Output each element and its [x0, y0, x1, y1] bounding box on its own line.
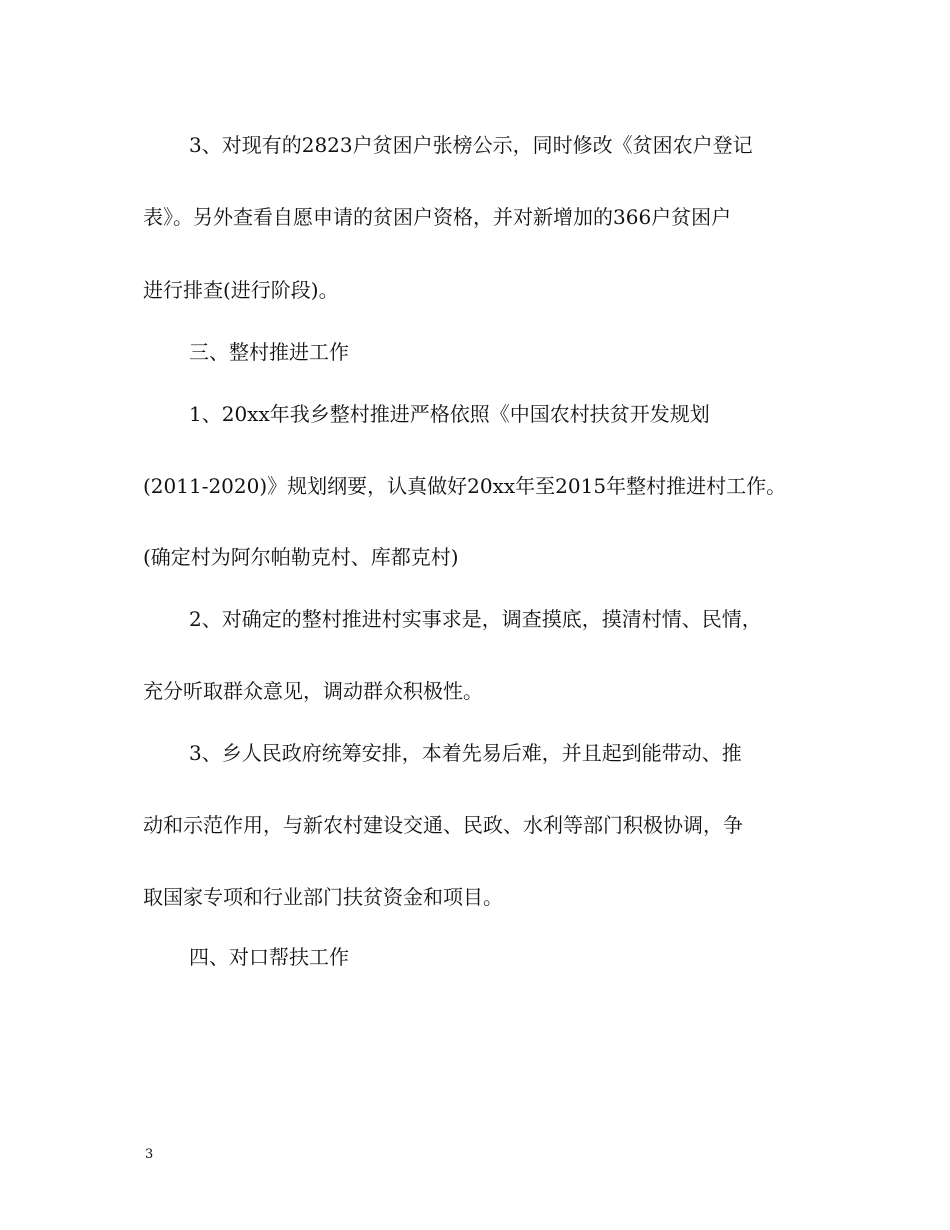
section-heading: 三、整村推进工作: [189, 340, 349, 364]
paragraph-line: 1、20xx年我乡整村推进严格依照《中国农村扶贫开发规划: [189, 402, 710, 426]
paragraph-line: 2、对确定的整村推进村实事求是，调查摸底，摸清村情、民情，: [189, 607, 762, 631]
paragraph-line: 表》。另外查看自愿申请的贫困户资格，并对新增加的366户贫困户: [143, 205, 732, 229]
paragraph-line: (2011-2020)》规划纲要，认真做好20xx年至2015年整村推进村工作。: [143, 474, 787, 498]
section-heading: 四、对口帮扶工作: [189, 945, 349, 969]
paragraph-line: 3、乡人民政府统筹安排，本着先易后难，并且起到能带动、推: [189, 741, 742, 765]
paragraph-line: 动和示范作用，与新农村建设交通、民政、水利等部门积极协调，争: [143, 813, 743, 837]
paragraph-line: 充分听取群众意见，调动群众积极性。: [143, 679, 483, 703]
paragraph-line: 进行排查(进行阶段)。: [143, 278, 339, 302]
paragraph-line: 3、对现有的2823户贫困户张榜公示，同时修改《贫困农户登记: [189, 133, 753, 157]
paragraph-line: (确定村为阿尔帕勒克村、库都克村): [143, 545, 459, 569]
page-number: 3: [145, 1147, 154, 1162]
paragraph-line: 取国家专项和行业部门扶贫资金和项目。: [143, 885, 503, 909]
